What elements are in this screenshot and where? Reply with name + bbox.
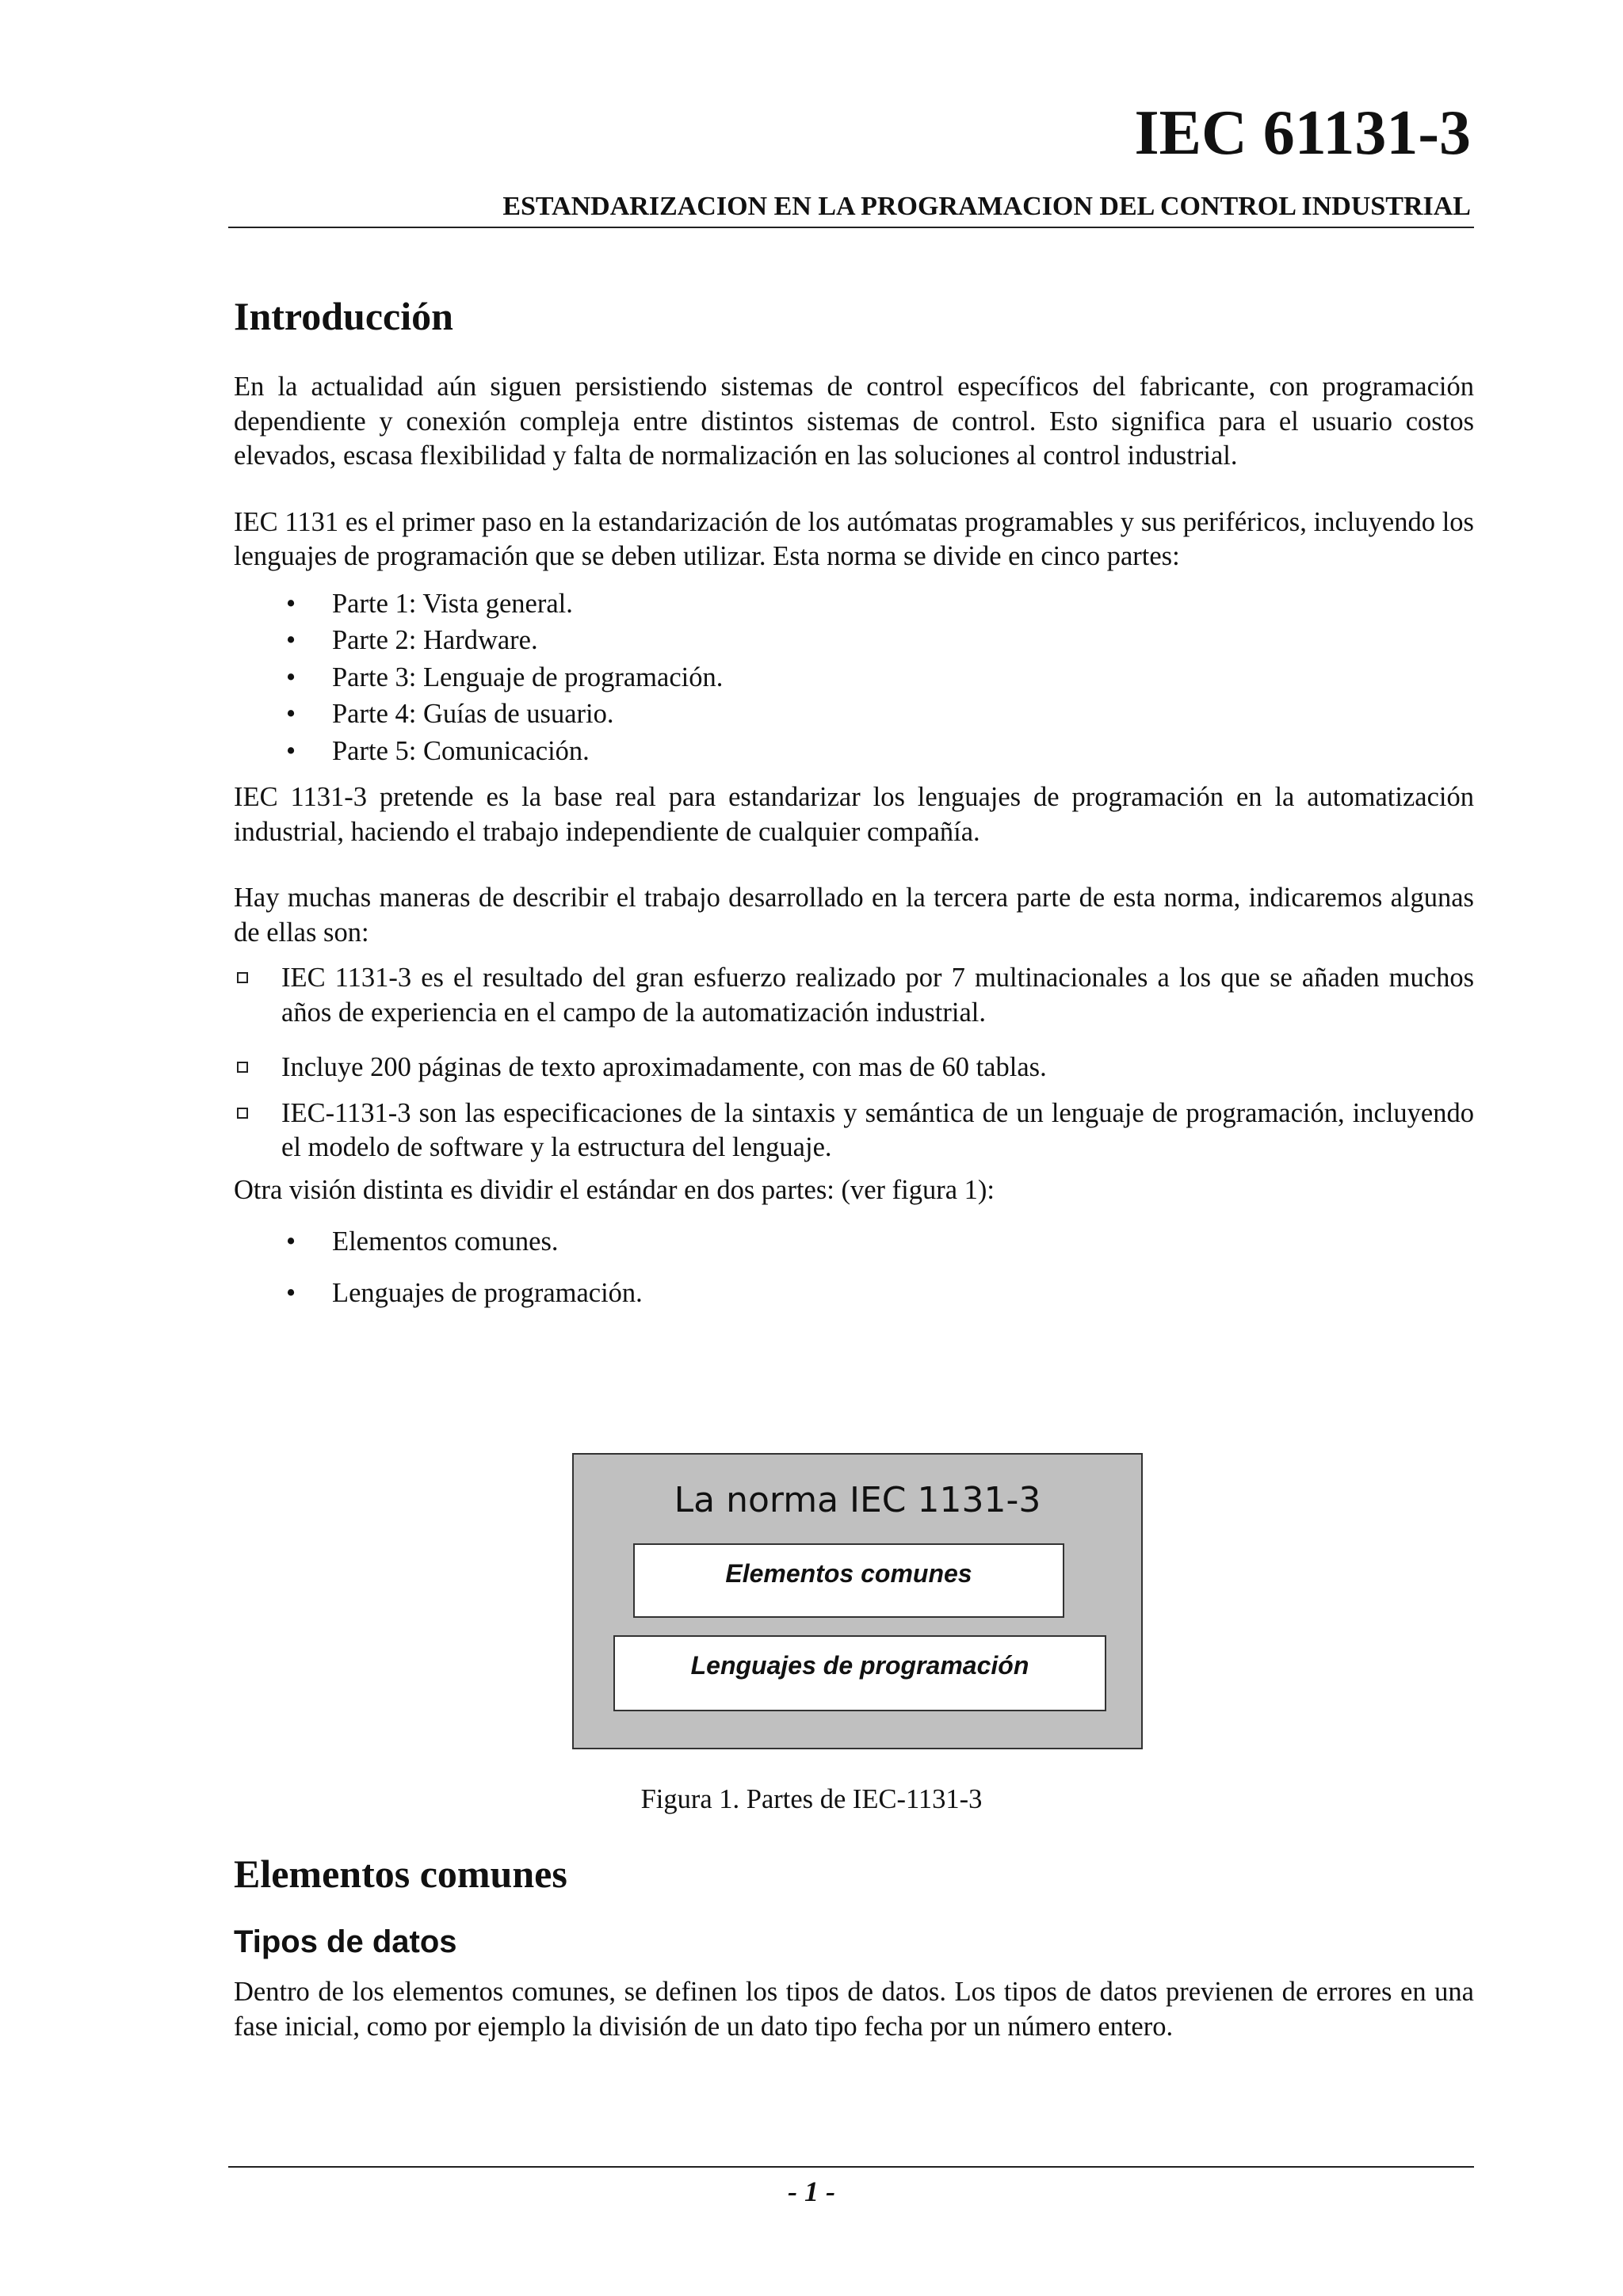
intro-section (234, 295, 1474, 1325)
bullet-icon: • (286, 588, 296, 619)
list-item-text: Parte 1: Vista general. (332, 588, 573, 619)
figure-box-programming-languages: Lenguajes de programación (613, 1635, 1106, 1711)
figure-caption: Figura 1. Partes de IEC-1131-3 (640, 1784, 983, 1814)
bullet-icon: • (286, 735, 296, 766)
checkbox-square-icon (237, 1062, 248, 1073)
intro-paragraph-4: Hay muchas maneras de describir el trabajo desarrollado en la tercera parte de esta norma, indicaremos algunas de ellas son: (234, 883, 1474, 948)
intro-paragraph-5: Otra visión distinta es dividir el estándar en dos partes: (ver figura 1): (234, 1174, 995, 1205)
list-item-text: Elementos comunes. (332, 1226, 559, 1257)
checkbox-square-icon (237, 972, 248, 983)
common-elements-section (234, 1852, 1474, 2076)
common-elements-heading: Elementos comunes (234, 1852, 567, 1896)
intro-heading: Introducción (234, 294, 453, 338)
bullet-icon: • (286, 625, 296, 655)
list-item (234, 1223, 1474, 1261)
descriptions-list (234, 961, 1474, 1165)
document-title: IEC 61131-3 (1134, 98, 1471, 168)
list-item (234, 1275, 1474, 1312)
bullet-icon: • (286, 699, 296, 729)
list-item-text: Lenguajes de programación. (332, 1277, 643, 1308)
list-item (234, 585, 1474, 623)
data-types-heading: Tipos de datos (234, 1924, 457, 1959)
list-item-text: Parte 4: Guías de usuario. (332, 699, 614, 729)
document-subtitle: ESTANDARIZACION EN LA PROGRAMACION DEL CONTROL INDUSTRIAL (502, 192, 1471, 221)
two-parts-list (234, 1223, 1474, 1311)
footer-divider (228, 2166, 1474, 2168)
bullet-icon: • (286, 1226, 296, 1257)
list-item-text: IEC-1131-3 son las especificaciones de la sintaxis y semántica de un lenguaje de programación, incluyendo el modelo de software y la estructura del lenguaje. (281, 1097, 1474, 1162)
list-item (234, 659, 1474, 696)
figure-box-common-elements: Elementos comunes (633, 1543, 1064, 1618)
page-number: - 1 - (788, 2176, 835, 2207)
checkbox-square-icon (237, 1108, 248, 1119)
figure-title: La norma IEC 1131-3 (674, 1480, 1041, 1520)
intro-paragraph-2: IEC 1131 es el primer paso en la estandarización de los autómatas programables y sus periféricos, incluyendo los lenguajes de programación que se deben utilizar. Esta norma se divide en cinco partes: (234, 506, 1474, 571)
intro-paragraph-1: En la actualidad aún siguen persistiendo sistemas de control específicos del fabricante, con programación dependiente y conexión compleja entre distintos sistemas de control. Esto significa para el usuario costos elevados, escasa flexibilidad y falta de normalización en las soluciones al control industrial. (234, 372, 1474, 471)
list-item-text: Parte 5: Comunicación. (332, 735, 590, 766)
figure-1-diagram (572, 1453, 1143, 1749)
parts-list (234, 585, 1474, 770)
list-item (234, 961, 1474, 1030)
list-item-text: Parte 2: Hardware. (332, 625, 538, 655)
data-types-paragraph: Dentro de los elementos comunes, se definen los tipos de datos. Los tipos de datos previenen de errores en una fase inicial, como por ejemplo la división de un dato tipo fecha por un número entero. (234, 1977, 1474, 2042)
list-item-text: Parte 3: Lenguaje de programación. (332, 662, 724, 692)
intro-paragraph-3: IEC 1131-3 pretende es la base real para estandarizar los lenguajes de programación en la automatización industrial, haciendo el trabajo independiente de cualquier compañía. (234, 782, 1474, 847)
bullet-icon: • (286, 1277, 296, 1308)
bullet-icon: • (286, 662, 296, 692)
header-divider (228, 227, 1474, 228)
list-item (234, 1051, 1474, 1085)
list-item (234, 1097, 1474, 1165)
list-item-text: Incluye 200 páginas de texto aproximadamente, con mas de 60 tablas. (281, 1052, 1047, 1082)
list-item (234, 696, 1474, 733)
list-item-text: IEC 1131-3 es el resultado del gran esfuerzo realizado por 7 multinacionales a los que se añaden muchos años de experiencia en el campo de la automatización industrial. (281, 963, 1474, 1028)
list-item (234, 733, 1474, 770)
list-item (234, 622, 1474, 659)
